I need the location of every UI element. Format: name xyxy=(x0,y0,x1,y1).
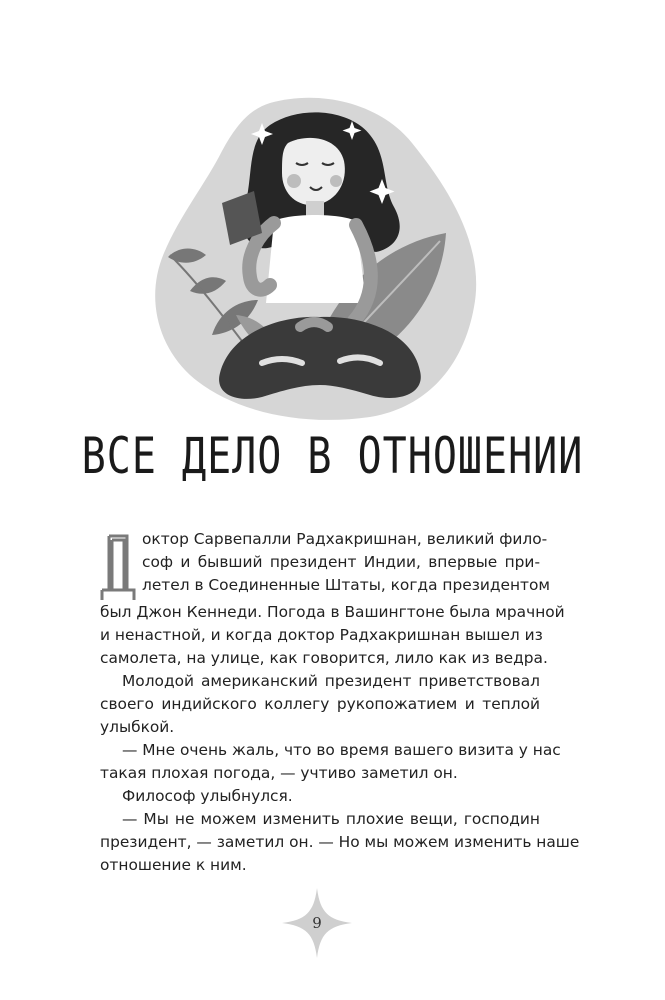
text-line: и ненастной, и когда доктор Радхакришнан вышел из xyxy=(100,626,543,644)
text-line: такая плохая погода, — учтиво заметил он. xyxy=(100,764,458,782)
dropcap-letter xyxy=(100,532,136,601)
text-line: своего индийского коллегу рукопожатием и теплой xyxy=(100,695,540,713)
text-line: соф и бывший президент Индии, впервые при- xyxy=(142,553,540,571)
chapter-title: ВСЕ ДЕЛО В ОТНОШЕНИИ xyxy=(81,428,584,486)
paragraph-1 xyxy=(100,528,565,670)
text-line: Молодой американский президент приветствовал xyxy=(122,672,540,690)
text-line: — Мы не можем изменить плохие вещи, господин xyxy=(122,810,540,828)
text-line: самолета, на улице, как говорится, лило как из ведра. xyxy=(100,649,548,667)
text-line: октор Сарвепалли Радхакришнан, великий фило- xyxy=(142,530,548,548)
text-line: отношение к ним. xyxy=(100,856,247,874)
text-line: — Мне очень жаль, что во время вашего визита у нас xyxy=(122,741,561,759)
paragraph-2 xyxy=(100,670,540,739)
paragraph-3 xyxy=(100,739,561,785)
text-line: президент, — заметил он. — Но мы можем изменить наше xyxy=(100,833,580,851)
page-number: 9 xyxy=(312,914,322,932)
paragraph-5 xyxy=(100,808,580,877)
text-line: улыбкой. xyxy=(100,718,175,736)
meditating-woman-illustration xyxy=(150,95,480,425)
paragraph-4 xyxy=(100,785,540,808)
body-text xyxy=(100,528,580,877)
text-line: был Джон Кеннеди. Погода в Вашингтоне была мрачной xyxy=(100,603,565,621)
text-line: Философ улыбнулся. xyxy=(122,787,293,805)
text-line: летел в Соединенные Штаты, когда президентом xyxy=(142,576,551,594)
